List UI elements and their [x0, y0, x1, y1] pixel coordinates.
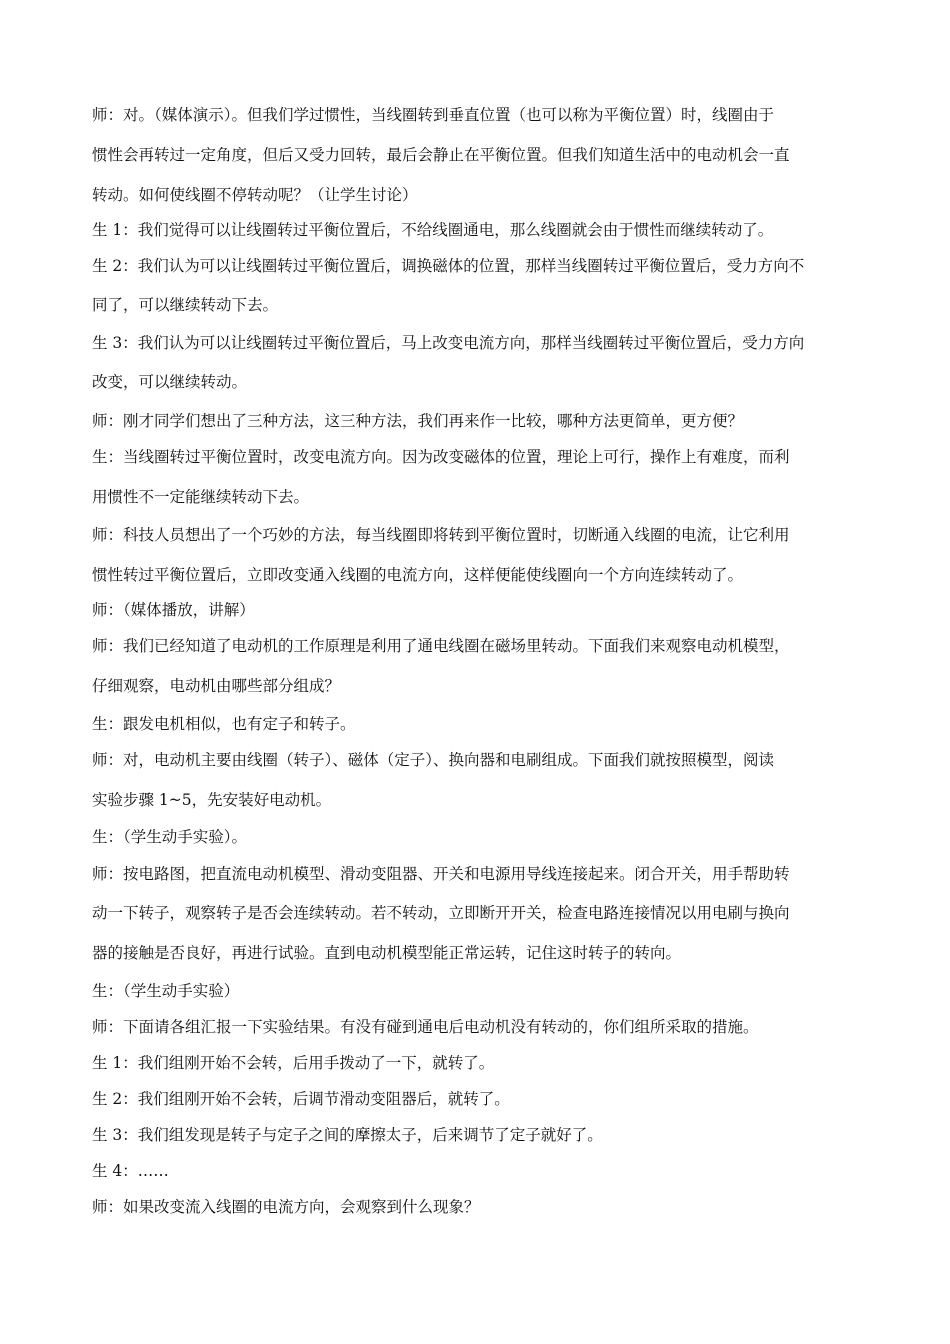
text-line: 生 2：我们组刚开始不会转，后调节滑动变阻器后，就转了。: [92, 1090, 510, 1108]
text-line: 生：（学生动手实验）: [92, 982, 240, 1000]
text-line: 惯性会再转过一定角度，但后又受力回转，最后会静止在平衡位置。但我们知道生活中的电动机会一直: [92, 146, 790, 164]
text-line: 用惯性不一定能继续转动下去。: [92, 488, 310, 506]
text-line: 惯性转过平衡位置后，立即改变通入线圈的电流方向，这样便能使线圈向一个方向连续转动了。: [92, 566, 744, 584]
text-line: 师：对。（媒体演示）。但我们学过惯性，当线圈转到垂直位置（也可以称为平衡位置）时，线圈由于: [92, 106, 775, 124]
text-line: 师：刚才同学们想出了三种方法，这三种方法，我们再来作一比较，哪种方法更简单，更方便？: [92, 412, 744, 430]
text-line: 师：下面请各组汇报一下实验结果。有没有碰到通电后电动机没有转动的，你们组所采取的措施。: [92, 1018, 759, 1036]
text-line: 师：按电路图，把直流电动机模型、滑动变阻器、开关和电源用导线连接起来。闭合开关，用手帮助转: [92, 865, 790, 883]
text-line: 生 2：我们认为可以让线圈转过平衡位置后，调换磁体的位置，那样当线圈转过平衡位置后，受力方向不: [92, 257, 805, 275]
text-line: 生 1：我们组刚开始不会转，后用手拨动了一下，就转了。: [92, 1054, 495, 1072]
text-line: 生 3：我们组发现是转子与定子之间的摩擦太子，后来调节了定子就好了。: [92, 1126, 603, 1144]
text-line: 师：我们已经知道了电动机的工作原理是利用了通电线圈在磁场里转动。下面我们来观察电动机模型，: [92, 637, 790, 655]
text-line: 师：对，电动机主要由线圈（转子）、磁体（定子）、换向器和电刷组成。下面我们就按照模型，阅读: [92, 751, 775, 769]
text-line: 生 3：我们认为可以让线圈转过平衡位置后，马上改变电流方向，那样当线圈转过平衡位置后，受力方向: [92, 334, 805, 352]
text-line: 改变，可以继续转动。: [92, 373, 248, 391]
text-line: 师：（媒体播放，讲解）: [92, 601, 255, 619]
text-line: 同了，可以继续转动下去。: [92, 296, 279, 314]
text-line: 生：当线圈转过平衡位置时，改变电流方向。因为改变磁体的位置，理论上可行，操作上有难度，而利: [92, 448, 790, 466]
text-line: 实验步骤 1~5，先安装好电动机。: [92, 791, 332, 809]
text-line: 生：（学生动手实验）。: [92, 828, 248, 846]
text-line: 仔细观察，电动机由哪些部分组成？: [92, 677, 341, 695]
text-line: 生：跟发电机相似，也有定子和转子。: [92, 715, 356, 733]
text-line: 师：科技人员想出了一个巧妙的方法，每当线圈即将转到平衡位置时，切断通入线圈的电流，让它利用: [92, 526, 790, 544]
text-line: 器的接触是否良好，再进行试验。直到电动机模型能正常运转，记住这时转子的转向。: [92, 944, 682, 962]
text-line: 生 1：我们觉得可以让线圈转过平衡位置后，不给线圈通电，那么线圈就会由于惯性而继续转动了。: [92, 221, 774, 239]
text-line: 转动。如何使线圈不停转动呢？（让学生讨论）: [92, 186, 418, 204]
text-line: 生 4：……: [92, 1162, 169, 1180]
text-line: 师：如果改变流入线圈的电流方向，会观察到什么现象？: [92, 1198, 480, 1216]
text-line: 动一下转子，观察转子是否会连续转动。若不转动，立即断开开关，检查电路连接情况以用电刷与换向: [92, 904, 790, 922]
